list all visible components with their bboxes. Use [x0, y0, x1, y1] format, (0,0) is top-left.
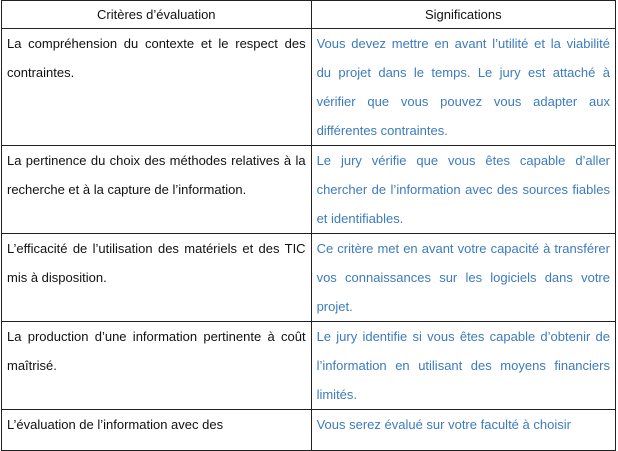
meaning-cell: Le jury vérifie que vous êtes capable d’aller chercher de l’information avec des sources fiables et identifiables.: [311, 146, 615, 234]
meaning-cell: Ce critère met en avant votre capacité à transférer vos connaissances sur les logiciels dans votre projet.: [311, 234, 615, 322]
evaluation-criteria-table: [1, 0, 616, 451]
criterion-cell: La production d’une information pertinente à coût maîtrisé.: [2, 322, 312, 410]
table-row: [2, 322, 616, 410]
header-meanings: Significations: [311, 1, 615, 29]
criterion-cell: La compréhension du contexte et le respect des contraintes.: [2, 29, 312, 146]
table-row: [2, 29, 616, 146]
table-row: [2, 410, 616, 451]
criterion-cell: L’évaluation de l’information avec des: [2, 410, 312, 451]
criterion-cell: L’efficacité de l’utilisation des matériels et des TIC mis à disposition.: [2, 234, 312, 322]
meaning-cell: Vous devez mettre en avant l’utilité et la viabilité du projet dans le temps. Le jury est attaché à vérifier que vous pouvez vous adapter aux différentes contraintes.: [311, 29, 615, 146]
table-header-row: [2, 1, 616, 29]
header-criteria: Critères d’évaluation: [2, 1, 312, 29]
meaning-cell: Vous serez évalué sur votre faculté à choisir: [311, 410, 615, 451]
table-row: [2, 146, 616, 234]
meaning-cell: Le jury identifie si vous êtes capable d’obtenir de l’information en utilisant des moyens financiers limités.: [311, 322, 615, 410]
criterion-cell: La pertinence du choix des méthodes relatives à la recherche et à la capture de l’information.: [2, 146, 312, 234]
table-row: [2, 234, 616, 322]
